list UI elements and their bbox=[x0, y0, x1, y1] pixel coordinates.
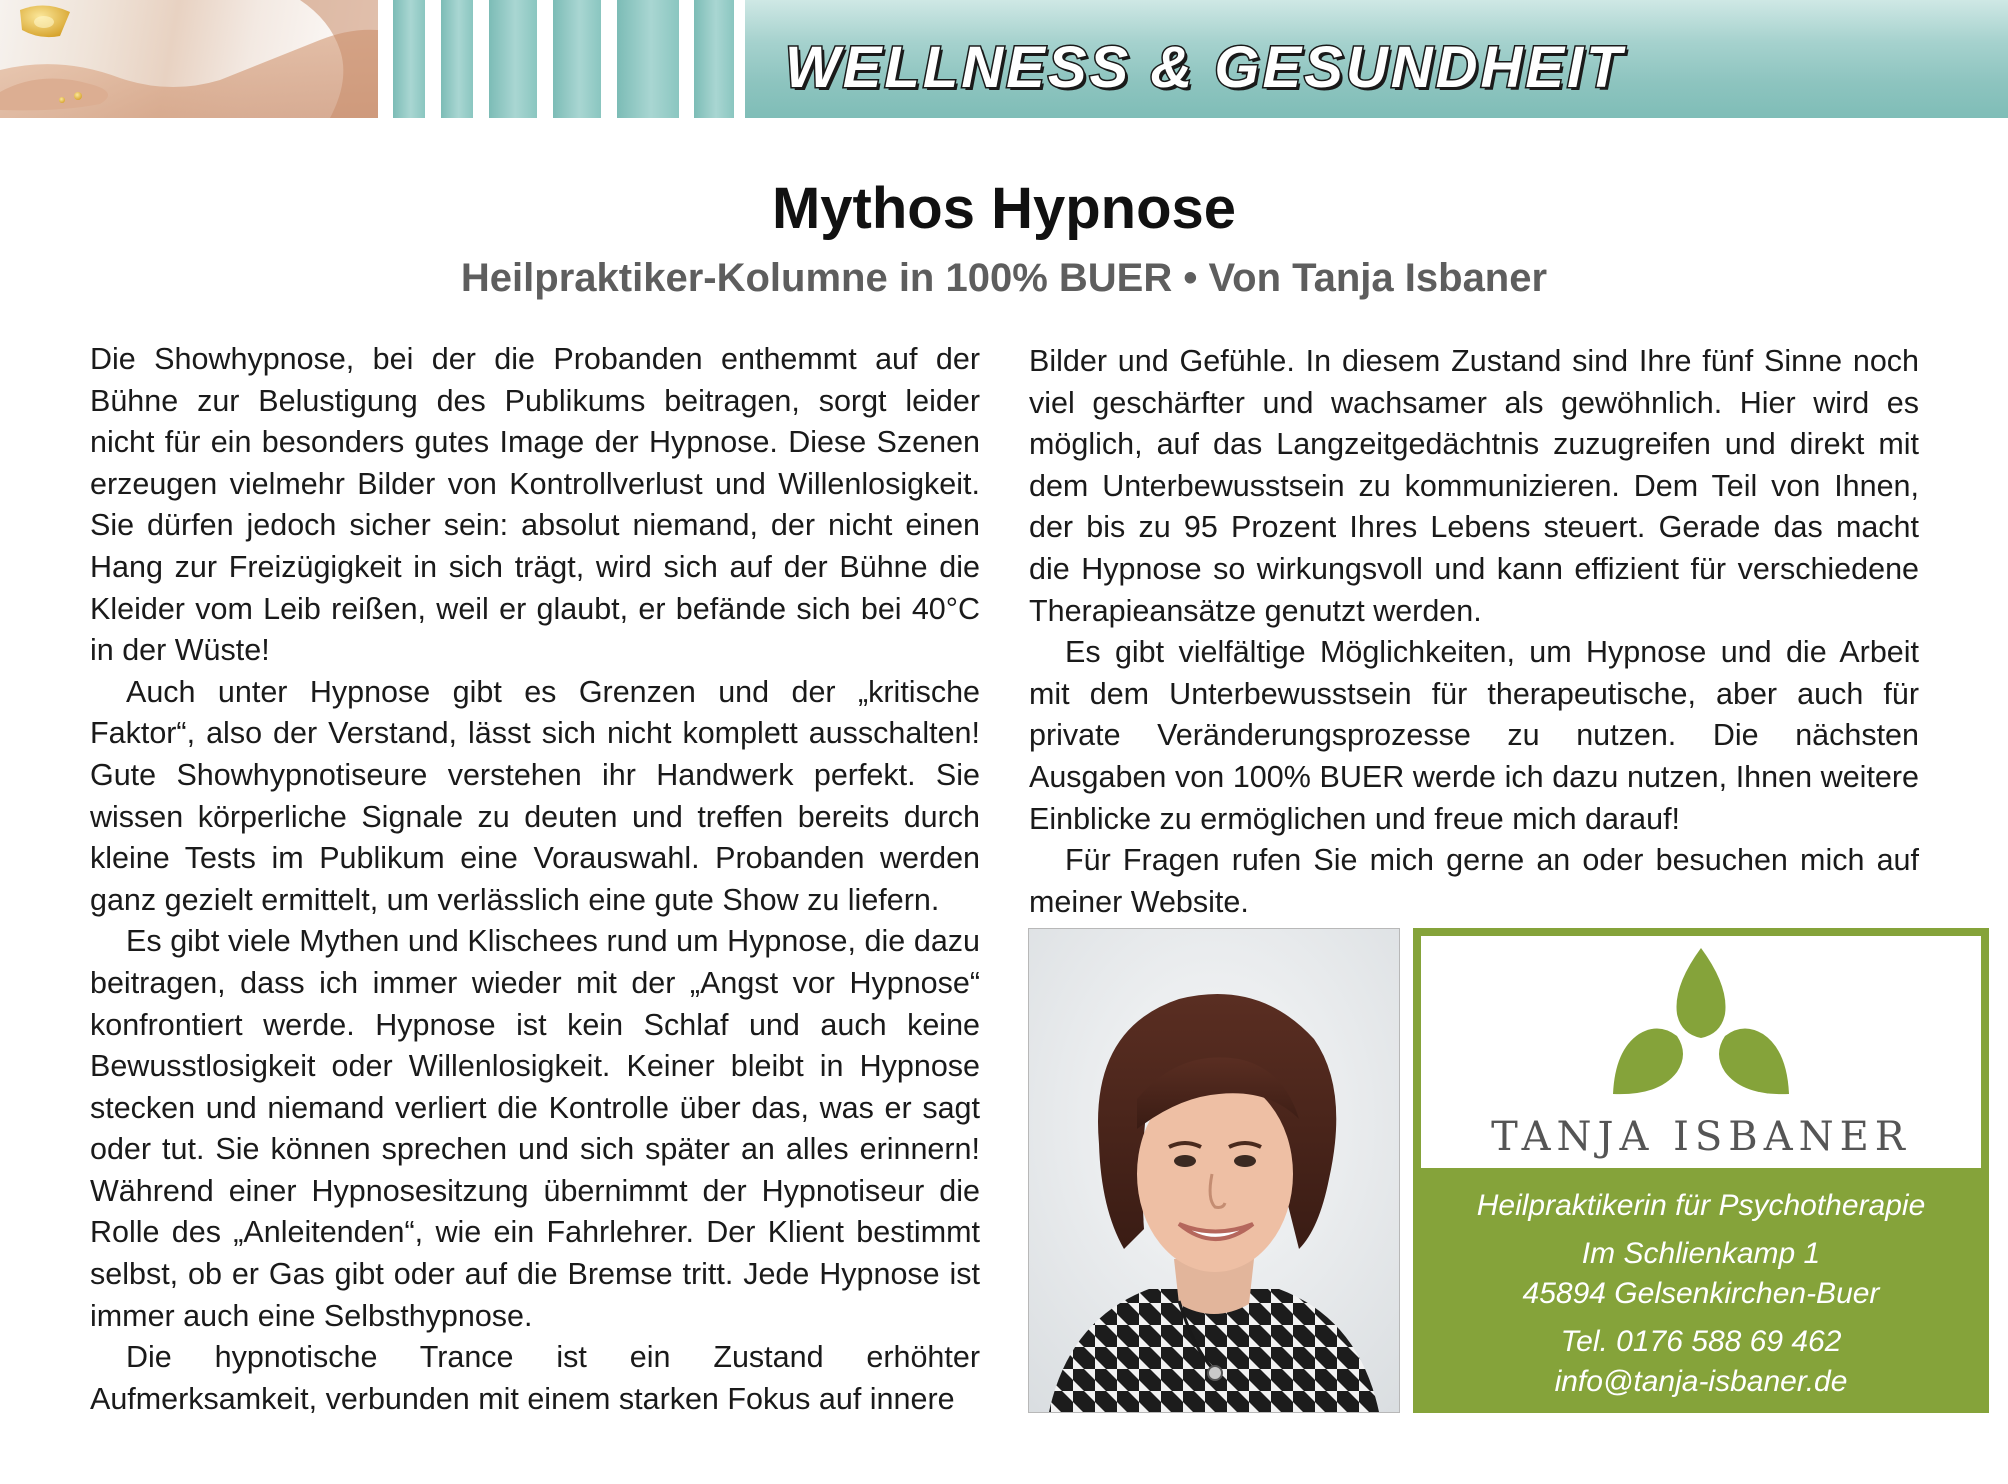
article-title: Mythos Hypnose bbox=[771, 176, 1237, 241]
article-column-left bbox=[90, 339, 980, 1420]
paragraph: Bilder und Gefühle. In diesem Zustand sind Ihre fünf Sinne noch viel geschärfter und wachsamer als gewöhnlich. Hier wird es möglich, auf das Langzeitgedächtnis zuzugreifen und direkt mit dem Unterbewusstsein zu kommunizieren. Dem Teil von Ihnen, der bis zu 95 Prozent Ihres Lebens steuert. Gerade das macht die Hypnose so wirkungsvoll und kann effizient für verschiedene Therapieansätze genutzt werden. bbox=[1029, 344, 1919, 628]
section-label: WELLNESS & GESUNDHEIT bbox=[785, 35, 1625, 100]
contact-details bbox=[1413, 1186, 1989, 1402]
contact-card bbox=[1413, 928, 1989, 1413]
massage-illustration bbox=[0, 0, 378, 118]
article-subtitle: Heilpraktiker-Kolumne in 100% BUER • Von Tanja Isbaner bbox=[460, 256, 1548, 300]
paragraph: Es gibt vielfältige Möglichkeiten, um Hypnose und die Arbeit mit dem Unterbewusstsein für therapeutische, aber auch für private Veränderungsprozesse zu nutzen. Die nächsten Ausgaben von 100% BUER werde ich dazu nutzen, Ihnen weitere Einblicke zu ermöglichen und freue mich darauf! bbox=[1029, 635, 1919, 836]
contact-card-logo-area bbox=[1421, 936, 1981, 1168]
portrait-illustration bbox=[1029, 929, 1399, 1412]
paragraph: Auch unter Hypnose gibt es Grenzen und der „kritische Faktor“, also der Verstand, lässt sich nicht komplett ausschalten! Gute Showhypnotiseure verstehen ihr Handwerk perfekt. Sie wissen körperliche Signale zu deuten und treffen bereits durch kleine Tests im Publikum eine Vorauswahl. Probanden werden ganz gezielt ermittelt, um verlässlich eine gute Show zu liefern. bbox=[90, 674, 980, 917]
contact-phone: Tel. 0176 588 69 462 bbox=[1560, 1325, 1842, 1358]
contact-profession: Heilpraktikerin für Psychotherapie bbox=[1476, 1189, 1926, 1222]
header-stripe bbox=[393, 0, 425, 118]
author-portrait bbox=[1028, 928, 1400, 1413]
header-band bbox=[0, 0, 2008, 118]
paragraph: Es gibt viele Mythen und Klischees rund um Hypnose, die dazu beitragen, dass ich immer wieder mit der „Angst vor Hypnose“ konfrontiert werde. Hypnose ist kein Schlaf und auch keine Bewusstlosigkeit oder Willenlosigkeit. Keiner bleibt in Hypnose stecken und niemand verliert die Kontrolle über das, was er sagt oder tut. Sie können sprechen und sich später an alles erinnern! Während einer Hypnosesitzung übernimmt der Hypnotiseur die Rolle des „Anleitenden“, wie ein Fahrlehrer. Der Klient bestimmt selbst, ob er Gas gibt oder auf die Bremse tritt. Jede Hypnose ist immer auch eine Selbsthypnose. bbox=[90, 924, 980, 1333]
trefoil-logo-icon bbox=[1597, 946, 1805, 1106]
contact-card-name: TANJA ISBANER bbox=[1491, 1114, 1911, 1160]
contact-email: info@tanja-isbaner.de bbox=[1554, 1365, 1848, 1398]
article-column-right bbox=[1029, 341, 1919, 923]
paragraph: Die Showhypnose, bei der die Probanden enthemmt auf der Bühne zur Belustigung des Publikums beitragen, sorgt leider nicht für ein besonders gutes Image der Hypnose. Diese Szenen erzeugen vielmehr Bilder von Kontrollverlust und Willenlosigkeit. Sie dürfen jedoch sicher sein: absolut niemand, der nicht einen Hang zur Freizügigkeit in sich trägt, wird sich auf der Bühne die Kleider vom Leib reißen, weil er glaubt, er befände sich bei 40°C in der Wüste! bbox=[90, 342, 980, 668]
contact-city: 45894 Gelsenkirchen-Buer bbox=[1522, 1277, 1880, 1310]
header-stripe bbox=[617, 0, 679, 118]
contact-street: Im Schlienkamp 1 bbox=[1581, 1237, 1821, 1270]
header-stripe bbox=[553, 0, 601, 118]
header-photo-massage bbox=[0, 0, 378, 118]
header-stripe bbox=[489, 0, 537, 118]
header-stripe bbox=[441, 0, 473, 118]
paragraph: Die hypnotische Trance ist ein Zustand erhöhter Aufmerksamkeit, verbunden mit einem starken Fokus auf innere bbox=[90, 1340, 980, 1416]
header-stripe bbox=[694, 0, 734, 118]
paragraph: Für Fragen rufen Sie mich gerne an oder besuchen mich auf meiner Website. bbox=[1029, 843, 1919, 919]
